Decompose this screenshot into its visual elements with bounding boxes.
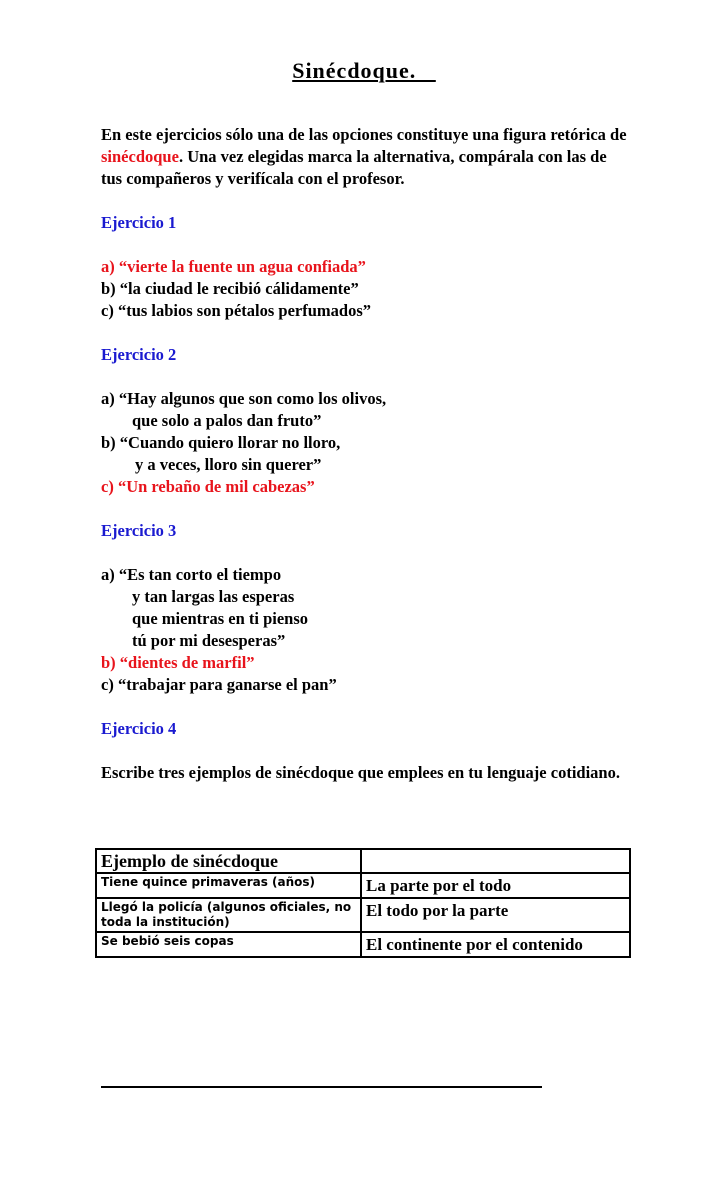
exercise-2-heading: Ejercicio 2 (101, 345, 177, 364)
intro-text-1: En este ejercicios sólo una de las opciones constituye una figura retórica de (101, 125, 627, 144)
bottom-rule (101, 1086, 542, 1088)
exercise-2-option-b-line1: b) “Cuando quiero llorar no lloro, (101, 433, 341, 452)
exercise-2-option-a-line1: a) “Hay algunos que son como los olivos, (101, 389, 387, 408)
table-cell-type: La parte por el todo (361, 873, 630, 898)
exercise-1-option-b: b) “la ciudad le recibió cálidamente” (101, 279, 359, 298)
exercise-1-option-c: c) “tus labios son pétalos perfumados” (101, 301, 371, 320)
exercise-1-option-a: a) “vierte la fuente un agua confiada” (101, 257, 366, 276)
exercise-4-heading: Ejercicio 4 (101, 719, 177, 738)
exercise-3-option-a-line4: tú por mi desesperas” (132, 631, 286, 650)
exercise-3-option-a-line1: a) “Es tan corto el tiempo (101, 565, 282, 584)
document-body (101, 124, 631, 784)
table-cell-example: Se bebió seis copas (96, 932, 361, 957)
table-header-cell (361, 849, 630, 873)
table-row (96, 873, 630, 898)
page-title (0, 58, 728, 84)
exercise-2-option-b-line2: y a veces, lloro sin querer” (135, 455, 322, 474)
table-cell-type: El continente por el contenido (361, 932, 630, 957)
exercise-2-option-c: c) “Un rebaño de mil cabezas” (101, 477, 315, 496)
table-row (96, 898, 630, 932)
exercise-3-option-a-line3: que mientras en ti pienso (132, 609, 309, 628)
examples-table (95, 848, 631, 958)
intro-text-2: . Una vez elegidas marca la alternativa, compárala con las de tus compañeros y verifícala con el profesor. (101, 147, 607, 188)
page-title-text: Sinécdoque. (292, 58, 436, 83)
exercise-3-option-a-line2: y tan largas las esperas (132, 587, 295, 606)
table-cell-example: Tiene quince primaveras (años) (96, 873, 361, 898)
exercise-3-heading: Ejercicio 3 (101, 521, 177, 540)
exercise-2-option-a-line2: que solo a palos dan fruto” (132, 411, 322, 430)
exercise-4-instruction: Escribe tres ejemplos de sinécdoque que emplees en tu lenguaje cotidiano. (101, 763, 620, 782)
intro-paragraph (101, 124, 631, 190)
exercise-1-heading: Ejercicio 1 (101, 213, 177, 232)
intro-highlight: sinécdoque (101, 147, 179, 166)
exercise-3-option-c: c) “trabajar para ganarse el pan” (101, 675, 337, 694)
table-header-cell: Ejemplo de sinécdoque (96, 849, 361, 873)
table-cell-example: Llegó la policía (algunos oficiales, no toda la institución) (96, 898, 361, 932)
table-header-row (96, 849, 630, 873)
exercise-3-option-b: b) “dientes de marfil” (101, 653, 255, 672)
table-row (96, 932, 630, 957)
table-cell-type: El todo por la parte (361, 898, 630, 932)
